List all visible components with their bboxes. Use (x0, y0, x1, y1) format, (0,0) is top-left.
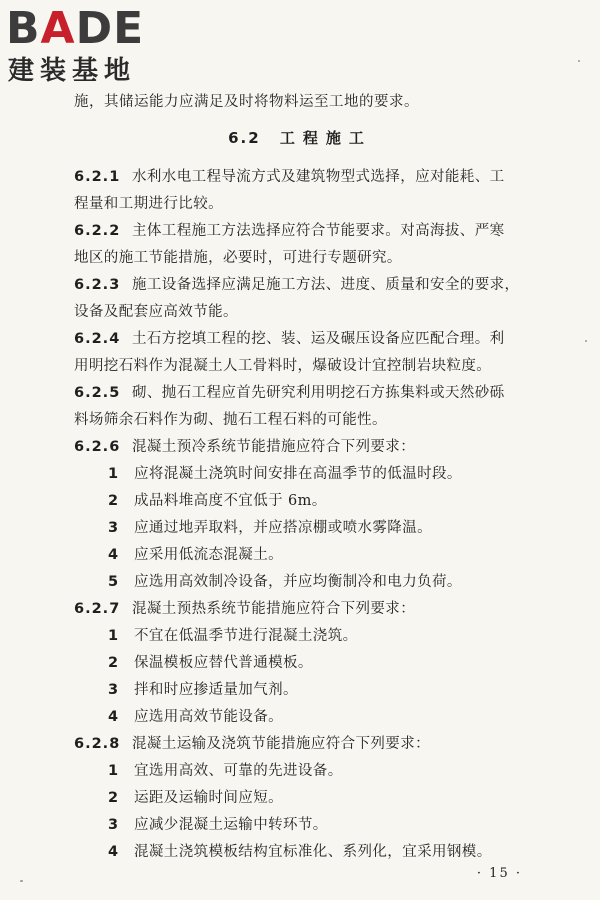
clause-number: 6.2.5 (74, 385, 121, 401)
list-item: 1 应将混凝土浇筑时间安排在高温季节的低温时段。 (108, 466, 462, 482)
section-title: 工程施工 (279, 129, 372, 147)
clause-6-2-2: 6.2.2 主体工程施工方法选择应符合节能要求。对高海拔、严寒 地区的施工节能措施，必要时，可进行专题研究。 (74, 218, 524, 272)
clause-6-2-6: 6.2.6 混凝土预冷系统节能措施应符合下列要求： (74, 434, 524, 461)
clause-6-2-5: 6.2.5 砌、抛石工程应首先研究利用明挖石方拣集料或天然砂砾 料场筛余石料作为砌、抛石工程石料的可能性。 (74, 380, 524, 434)
clause-number: 6.2.1 (74, 169, 121, 185)
list-item: 5 应选用高效制冷设备，并应均衡制冷和电力负荷。 (108, 574, 462, 590)
clause-number: 6.2.8 (74, 736, 121, 752)
clause-number: 6.2.6 (74, 439, 121, 455)
list-item: 1 不宜在低温季节进行混凝土浇筑。 (108, 628, 358, 644)
clause-6-2-3: 6.2.3 施工设备选择应满足施工方法、进度、质量和安全的要求， 设备及配套应高效节能。 (74, 272, 524, 326)
scan-speck (585, 340, 587, 342)
section-number: 6.2 (228, 129, 261, 147)
clause-6-2-8: 6.2.8 混凝土运输及浇筑节能措施应符合下列要求： (74, 731, 524, 758)
logo-wordmark: BADE (6, 3, 145, 54)
list-item: 2 保温模板应替代普通模板。 (108, 655, 313, 671)
lead-paragraph: 施，其储运能力应满足及时将物料运至工地的要求。 (74, 94, 419, 110)
list-item: 3 应减少混凝土运输中转环节。 (108, 817, 328, 833)
scan-speck (578, 60, 580, 62)
list-item: 3 拌和时应掺适量加气剂。 (108, 682, 298, 698)
clause-number: 6.2.4 (74, 331, 121, 347)
list-item: 4 混凝土浇筑模板结构宜标准化、系列化，宜采用钢模。 (108, 844, 492, 860)
page-number: · 15 · (476, 866, 522, 881)
section-heading (0, 128, 600, 148)
list-item: 4 应采用低流态混凝土。 (108, 547, 283, 563)
clause-6-2-4: 6.2.4 土石方挖填工程的挖、装、运及碾压设备应匹配合理。利 用明挖石料作为混凝土人工骨料时，爆破设计宜控制岩块粒度。 (74, 326, 524, 380)
list-item: 2 成品料堆高度不宜低于 6m。 (108, 493, 327, 509)
list-item: 1 宜选用高效、可靠的先进设备。 (108, 763, 343, 779)
clause-number: 6.2.3 (74, 277, 121, 293)
list-item: 4 应选用高效节能设备。 (108, 709, 283, 725)
scan-speck (20, 880, 23, 882)
clause-number: 6.2.2 (74, 223, 121, 239)
bade-logo (6, 4, 181, 90)
list-item: 3 应通过地弄取料，并应搭凉棚或喷水雾降温。 (108, 520, 432, 536)
logo-subtitle: 建装基地 (8, 56, 137, 86)
clause-6-2-7: 6.2.7 混凝土预热系统节能措施应符合下列要求： (74, 596, 524, 623)
clause-6-2-1: 6.2.1 水利水电工程导流方式及建筑物型式选择，应对能耗、工 程量和工期进行比较。 (74, 164, 524, 218)
clause-number: 6.2.7 (74, 601, 121, 617)
list-item: 2 运距及运输时间应短。 (108, 790, 283, 806)
